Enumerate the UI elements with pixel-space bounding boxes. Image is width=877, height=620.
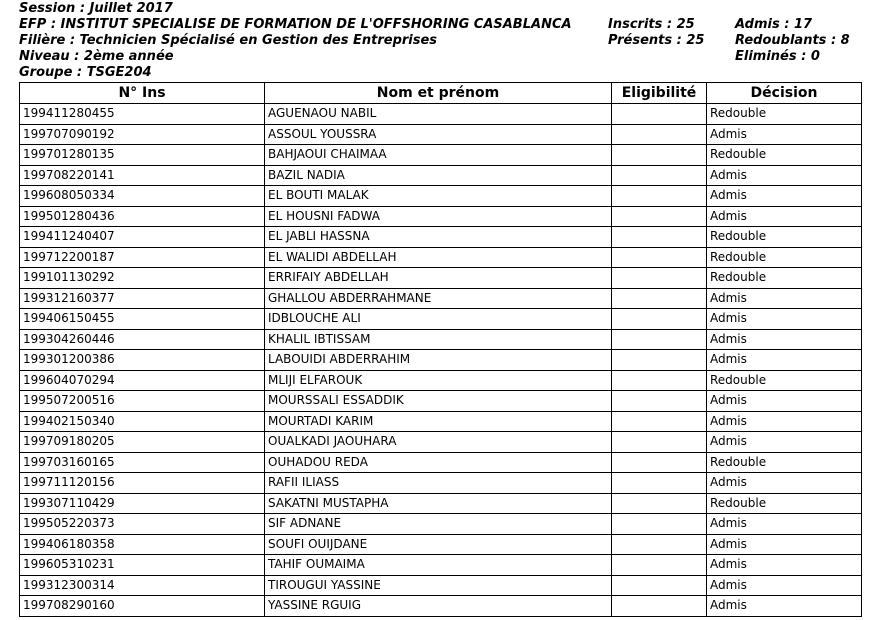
- cell-nom: ASSOUL YOUSSRA: [265, 124, 612, 145]
- cell-decision: Admis: [707, 391, 862, 412]
- cell-eligibilite: [612, 452, 707, 473]
- cell-decision: Redouble: [707, 452, 862, 473]
- column-header-eligibilite: Eligibilité: [612, 83, 707, 104]
- cell-decision: Redouble: [707, 145, 862, 166]
- cell-nom: ERRIFAIY ABDELLAH: [265, 268, 612, 289]
- column-header-numero: N° Ins: [20, 83, 265, 104]
- cell-numero: 199402150340: [20, 411, 265, 432]
- cell-nom: OUALKADI JAOUHARA: [265, 432, 612, 453]
- table-row: [20, 370, 862, 391]
- cell-decision: Admis: [707, 288, 862, 309]
- presents-count: Présents : 25: [608, 33, 705, 48]
- cell-decision: Admis: [707, 206, 862, 227]
- cell-numero: 199406150455: [20, 309, 265, 330]
- table-body: [20, 104, 862, 617]
- cell-nom: TAHIF OUMAIMA: [265, 555, 612, 576]
- cell-decision: Admis: [707, 473, 862, 494]
- groupe-label: Groupe : TSGE204: [19, 65, 152, 80]
- cell-numero: 199307110429: [20, 493, 265, 514]
- cell-decision: Admis: [707, 165, 862, 186]
- institution-label: EFP : INSTITUT SPECIALISE DE FORMATION DE L'OFFSHORING CASABLANCA: [19, 17, 572, 32]
- cell-numero: 199708290160: [20, 596, 265, 617]
- cell-decision: Redouble: [707, 104, 862, 125]
- cell-decision: Admis: [707, 309, 862, 330]
- cell-eligibilite: [612, 596, 707, 617]
- cell-numero: 199304260446: [20, 329, 265, 350]
- table-row: [20, 227, 862, 248]
- table-header-row: [20, 83, 862, 104]
- cell-decision: Admis: [707, 555, 862, 576]
- cell-eligibilite: [612, 411, 707, 432]
- cell-nom: BAHJAOUI CHAIMAA: [265, 145, 612, 166]
- inscrits-count: Inscrits : 25: [608, 17, 695, 32]
- cell-nom: KHALIL IBTISSAM: [265, 329, 612, 350]
- cell-numero: 199604070294: [20, 370, 265, 391]
- cell-nom: RAFII ILIASS: [265, 473, 612, 494]
- cell-nom: EL JABLI HASSNA: [265, 227, 612, 248]
- cell-eligibilite: [612, 555, 707, 576]
- cell-nom: MOURSSALI ESSADDIK: [265, 391, 612, 412]
- table-row: [20, 555, 862, 576]
- cell-decision: Admis: [707, 124, 862, 145]
- cell-eligibilite: [612, 575, 707, 596]
- table-row: [20, 493, 862, 514]
- table-row: [20, 247, 862, 268]
- cell-nom: EL WALIDI ABDELLAH: [265, 247, 612, 268]
- cell-eligibilite: [612, 432, 707, 453]
- admis-count: Admis : 17: [735, 17, 813, 32]
- cell-decision: Redouble: [707, 247, 862, 268]
- table-row: [20, 411, 862, 432]
- cell-nom: EL BOUTI MALAK: [265, 186, 612, 207]
- cell-eligibilite: [612, 370, 707, 391]
- cell-nom: LABOUIDI ABDERRAHIM: [265, 350, 612, 371]
- cell-eligibilite: [612, 391, 707, 412]
- session-label: Session : Juillet 2017: [19, 1, 173, 16]
- cell-nom: OUHADOU REDA: [265, 452, 612, 473]
- table-row: [20, 104, 862, 125]
- column-header-decision: Décision: [707, 83, 862, 104]
- cell-nom: SIF ADNANE: [265, 514, 612, 535]
- niveau-label: Niveau : 2ème année: [19, 49, 174, 64]
- cell-eligibilite: [612, 145, 707, 166]
- cell-numero: 199101130292: [20, 268, 265, 289]
- cell-eligibilite: [612, 309, 707, 330]
- filiere-label: Filière : Technicien Spécialisé en Gestion des Entreprises: [19, 33, 438, 48]
- cell-numero: 199707090192: [20, 124, 265, 145]
- cell-eligibilite: [612, 206, 707, 227]
- table-row: [20, 329, 862, 350]
- cell-numero: 199711120156: [20, 473, 265, 494]
- cell-numero: 199701280135: [20, 145, 265, 166]
- table-row: [20, 165, 862, 186]
- cell-nom: MLIJI ELFAROUK: [265, 370, 612, 391]
- cell-nom: MOURTADI KARIM: [265, 411, 612, 432]
- cell-numero: 199708220141: [20, 165, 265, 186]
- cell-nom: TIROUGUI YASSINE: [265, 575, 612, 596]
- redoublants-count: Redoublants : 8: [735, 33, 850, 48]
- table-row: [20, 452, 862, 473]
- cell-nom: GHALLOU ABDERRAHMANE: [265, 288, 612, 309]
- table-row: [20, 514, 862, 535]
- cell-numero: 199301200386: [20, 350, 265, 371]
- cell-numero: 199712200187: [20, 247, 265, 268]
- cell-numero: 199406180358: [20, 534, 265, 555]
- cell-numero: 199608050334: [20, 186, 265, 207]
- cell-decision: Redouble: [707, 227, 862, 248]
- attendance-summary: [608, 17, 704, 49]
- cell-decision: Redouble: [707, 370, 862, 391]
- cell-eligibilite: [612, 288, 707, 309]
- cell-nom: YASSINE RGUIG: [265, 596, 612, 617]
- cell-decision: Admis: [707, 514, 862, 535]
- cell-eligibilite: [612, 329, 707, 350]
- cell-eligibilite: [612, 534, 707, 555]
- cell-numero: 199703160165: [20, 452, 265, 473]
- table-row: [20, 124, 862, 145]
- document-header: [19, 1, 572, 81]
- cell-eligibilite: [612, 104, 707, 125]
- cell-nom: SOUFI OUIJDANE: [265, 534, 612, 555]
- cell-decision: Admis: [707, 575, 862, 596]
- cell-eligibilite: [612, 350, 707, 371]
- cell-decision: Admis: [707, 411, 862, 432]
- cell-eligibilite: [612, 473, 707, 494]
- cell-eligibilite: [612, 514, 707, 535]
- cell-eligibilite: [612, 165, 707, 186]
- results-table: [19, 82, 862, 617]
- table-row: [20, 268, 862, 289]
- table-row: [20, 432, 862, 453]
- cell-eligibilite: [612, 227, 707, 248]
- table-row: [20, 145, 862, 166]
- cell-numero: 199709180205: [20, 432, 265, 453]
- cell-numero: 199605310231: [20, 555, 265, 576]
- table-row: [20, 596, 862, 617]
- cell-decision: Admis: [707, 329, 862, 350]
- cell-nom: EL HOUSNI FADWA: [265, 206, 612, 227]
- cell-decision: Admis: [707, 186, 862, 207]
- cell-numero: 199312300314: [20, 575, 265, 596]
- cell-numero: 199501280436: [20, 206, 265, 227]
- table-row: [20, 288, 862, 309]
- cell-nom: AGUENAOU NABIL: [265, 104, 612, 125]
- cell-decision: Admis: [707, 534, 862, 555]
- cell-nom: SAKATNI MUSTAPHA: [265, 493, 612, 514]
- cell-numero: 199507200516: [20, 391, 265, 412]
- cell-numero: 199505220373: [20, 514, 265, 535]
- cell-decision: Redouble: [707, 268, 862, 289]
- table-row: [20, 391, 862, 412]
- table-row: [20, 473, 862, 494]
- table-row: [20, 309, 862, 330]
- cell-decision: Admis: [707, 432, 862, 453]
- cell-numero: 199411240407: [20, 227, 265, 248]
- cell-eligibilite: [612, 247, 707, 268]
- cell-numero: 199312160377: [20, 288, 265, 309]
- table-row: [20, 206, 862, 227]
- cell-eligibilite: [612, 493, 707, 514]
- table-row: [20, 534, 862, 555]
- table-row: [20, 575, 862, 596]
- cell-eligibilite: [612, 268, 707, 289]
- cell-decision: Redouble: [707, 493, 862, 514]
- cell-eligibilite: [612, 124, 707, 145]
- table-row: [20, 350, 862, 371]
- cell-nom: IDBLOUCHE ALI: [265, 309, 612, 330]
- column-header-nom: Nom et prénom: [265, 83, 612, 104]
- cell-nom: BAZIL NADIA: [265, 165, 612, 186]
- cell-eligibilite: [612, 186, 707, 207]
- results-summary: [735, 17, 850, 65]
- cell-numero: 199411280455: [20, 104, 265, 125]
- cell-decision: Admis: [707, 596, 862, 617]
- table-row: [20, 186, 862, 207]
- cell-decision: Admis: [707, 350, 862, 371]
- elimines-count: Eliminés : 0: [735, 49, 820, 64]
